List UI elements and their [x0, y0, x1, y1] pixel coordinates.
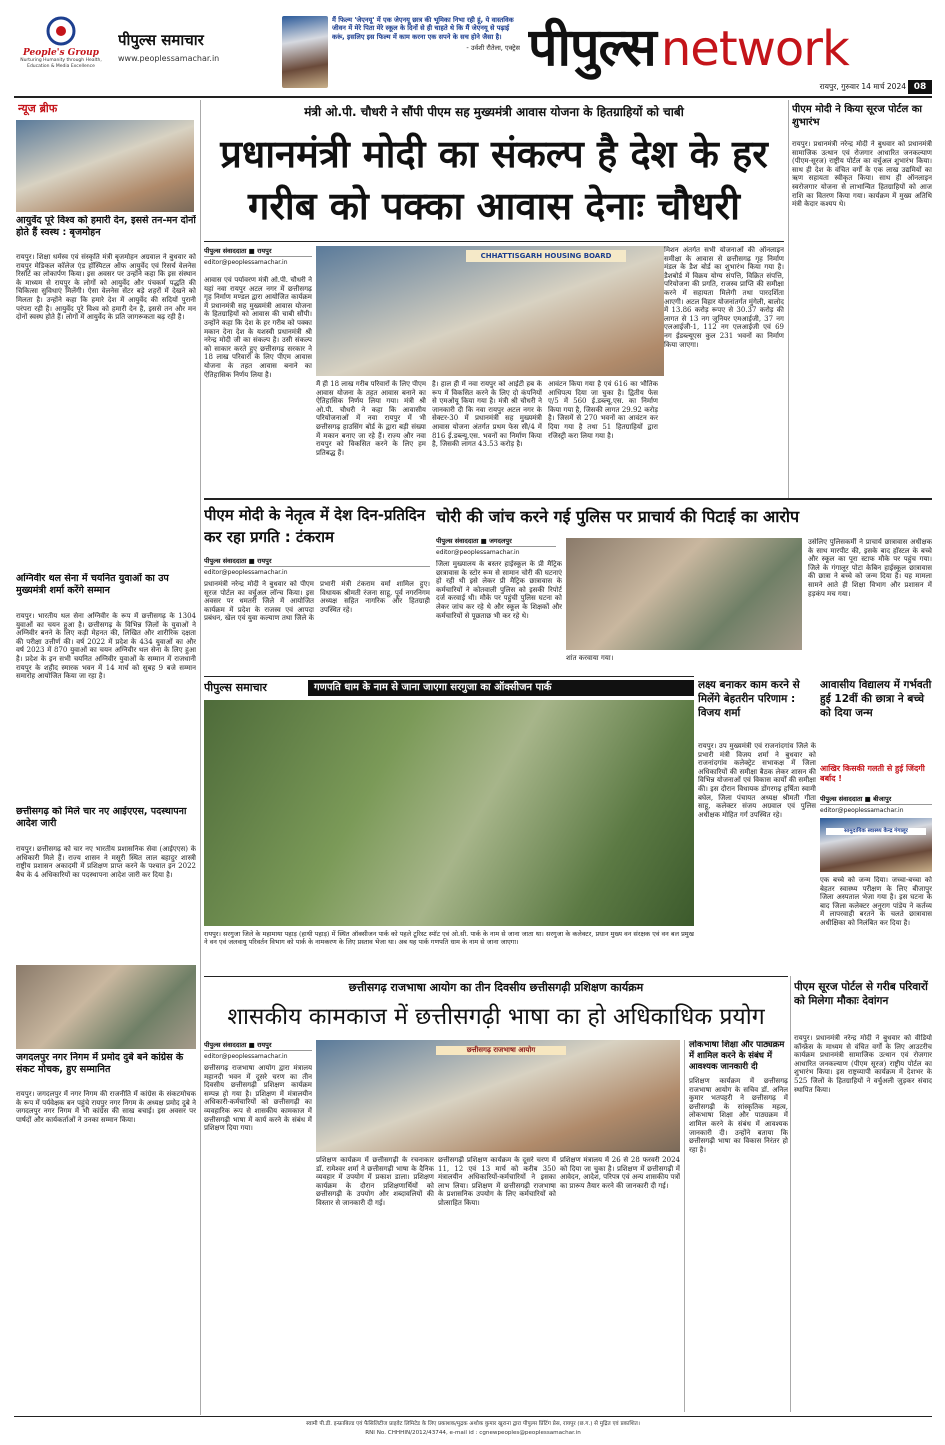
network-title-latin: network [660, 21, 849, 77]
police-byline: पीपुल्स संवाददाता ■ जगदलपुर [436, 536, 556, 547]
agniveer-headline: अग्निवीर थल सेना में चयनित युवाओं का उप मुख्यमंत्री शर्मा करेंगे सम्मान [16, 573, 169, 596]
footer-rule [14, 1416, 932, 1417]
rajbhasha-byline-box [204, 1040, 312, 1062]
school-email[interactable]: editor@peoplessamachar.in [820, 807, 904, 814]
tankram-email[interactable]: editor@peoplessamachar.in [204, 569, 288, 576]
network-title[interactable] [528, 10, 933, 80]
ayurveda-photo [16, 120, 194, 212]
health-centre-sign: सामुदायिक स्वास्थ्य केन्द्र गंगालूर [826, 828, 926, 835]
quote-text: मैं फिल्म 'जेएनयू' में एक जेएनयू छात्र की भूमिका निभा रही हूं, ये वास्तविक जीवन में मेरे पिता मेरे स्कूल के दिनों से ही चाहते थे कि मैं जेएनयू से पढ़ाई करूं, इसलिए इस फिल्म में काम करना एक सपने के सच होने जैसा है। [332, 16, 514, 41]
lead-col2: मैं ही 18 लाख गरीब परिवारों के लिए पीएम आवास योजना के तहत आवास बनाने का ऐतिहासिक निर्णय लिया गया। मंत्री श्री ओ.पी. चौधरी ने कहा कि आवासीय परियोजनाओं में नवा रायपुर में भी छत्तीसगढ़ हाउसिंग बोर्ड के द्वारा बड़ी संख्या में मकान बनाए जा रहे हैं। राज्य और नवा रायपुर को विकसित करने के लिए हम प्रतिबद्ध हैं। [316, 380, 426, 457]
ayurveda-body: रायपुर। शिक्षा धर्मस्व एवं संस्कृति मंत्री बृजमोहन अग्रवाल ने बुधवार को रायपुर मेडिकल कॉलेज एंड हॉस्पिटल ऑफ आयुर्वेद एवं रिसर्च वेलनेस रिसॉर्ट का लोकार्पण किया। इस अवसर पर उन्होंने कहा कि इस संस्थान के माध्यम से रायपुर के लोगों को आयुर्वेद और पंचकर्म पद्धति की चिकित्सा सुविधाएं मिलेंगी। ऐसा वेलनेस सेंटर बड़े शहरों में देखने को मिलता है। उन्होंने कहा कि हमारे देश में आयुर्वेद की सदियों पुरानी परंपरा रही है। आयुर्वेद पूरे विश्व को हमारी देन है, इससे तन और मन दोनों स्वस्थ होते हैं। लोगों में आयुर्वेद के प्रति जागरूकता बढ़ रही है। [16, 253, 196, 322]
news-brief-label: न्यूज ब्रीफ [18, 102, 58, 115]
network-title-hindi: पीपुल्स [528, 18, 656, 78]
footer-registration: RNI No. CHHHIN/2012/43744, e-mail id : cgnewpeoples@peoplessamachar.in [365, 1430, 581, 1436]
vijay-body: रायपुर। उप मुख्यमंत्री एवं राजनांदगांव जिले के प्रभारी मंत्री विजय शर्मा ने बुधवार को राजनांदगांव कलेक्ट्रेट सभाकक्ष में जिला अधिकारियों की समीक्षा बैठक लेकर शासन की विभिन्न योजनाओं एवं विकास कार्यों की समीक्षा की। इस दौरान विधायक डोंगरगढ़ हर्षिता स्वामी बघेल, जिला पंचायत अध्यक्ष श्रीमती गीता साहू, कलेक्टर संजय अग्रवाल एवं पुलिस अधीक्षक मोहित गर्ग उपस्थित रहे। [698, 742, 816, 819]
page-number: 08 [908, 80, 932, 94]
park-rule [204, 676, 694, 677]
website-url[interactable]: www.peoplessamachar.in [118, 54, 220, 63]
ayurveda-headline: आयुर्वेद पूरे विश्व को हमारी देन, इससे तन-मन दोनों होते हैं स्वस्थ : बृजमोहन [16, 215, 196, 238]
peoples-group-logo[interactable] [16, 14, 106, 84]
lead-col5: मिशन अंतर्गत सभी योजनाओं की ऑनलाइन समीक्षा के आवास से छत्तीसगढ़ गृह निर्माण मंडल के डैश बोर्ड का शुभारंभ किया गया है। डैशबोर्ड में विक्रय योग्य संपत्ति, विक्रित संपत्ति, परियोजना की प्रगति, राजस्व प्राप्ति की समीक्षा करने में सहायता मिलेगी तथा पारदर्शिता आएगी। अटल विहार योजनांतर्गत मुंगेली, बालोद में 13.86 करोड़ रूपए से 30.37 करोड़ की लागत से 13 नग जूनियर एमआईजी, 37 नग एलआईजी-1, 112 नग एलआईजी एवं 69 नग ईडब्ल्यूएस कुल 231 भवनों का निर्माण किया जाएगा। [664, 246, 784, 490]
rajbhasha-kicker: छत्तीसगढ़ राजभाषा आयोग का तीन दिवसीय छत्तीसगढ़ी प्रशिक्षण कार्यक्रम [348, 981, 644, 994]
mid-rule [204, 498, 932, 500]
pramod-dubey-photo [16, 965, 196, 1049]
lokbhasha-box [684, 1040, 788, 1412]
school-byline-box [820, 794, 932, 816]
housing-board-banner: CHHATTISGARH HOUSING BOARD [466, 250, 626, 262]
oxygen-park-photo [204, 700, 694, 926]
lead-email[interactable]: editor@peoplessamachar.in [204, 259, 288, 266]
school-body-top: उसेलिए पुलिसकर्मी ने प्राचार्य छात्रावास अधीक्षक के साथ मारपीट की, इसके बाद हॉस्टल के बच्चे और स्कूल का पूरा स्टाफ मौके पर पहुंच गया। जिले के गंगालूर पोटा केबिन हाईस्कूल छात्रावास की छात्रा ने बच्चे को जन्म दिया है। यह मामला सामने आते ही शिक्षा विभाग और प्रशासन में हड़कंप मच गया। [808, 538, 932, 598]
right-column-separator [788, 100, 789, 500]
lead-headline: प्रधानमंत्री मोदी का संकल्प है देश के हर गरीब को पक्का आवास देनाः चौधरी [220, 132, 768, 228]
tankram-headline: पीएम मोदी के नेतृत्व में देश दिन-प्रतिदिन कर रहा प्रगति : टंकराम [204, 506, 426, 546]
lead-col3: है। हाल ही में नवा रायपुर को आईटी हब के रूप में विकसित करने के लिए दो कंपनियों से एमओयू किया गया है। मंत्री श्री चौधरी ने जानकारी दी कि नवा रायपुर अटल नगर के सेक्टर-30 में प्रधानमंत्री सह मुख्यमंत्री आवास योजना अंतर्गत प्रथम फेस सी/4 में 816 ई.डब्ल्यू.एस. भवनों का निर्माण किया है, जिसकी लागत 43.53 करोड़ है। [432, 380, 542, 449]
footer-imprint: स्वामी पी.डी. इन्फ्राबिल्ड एवं फैसिलिटीज प्राइवेट लिमिटेड के लिए प्रकाशक/मुद्रक अशोक कुमार खुराना द्वारा पीपुल्स प्रिंटिंग प्रेस, रायपुर (छ.ग.) से मुद्रित एवं प्रकाशित। [306, 1421, 640, 1427]
left-column-separator [200, 100, 201, 1415]
lokbhasha-body: प्रशिक्षण कार्यक्रम में छत्तीसगढ़ राजभाषा आयोग के सचिव डॉ. अनिल कुमार भतपहरी ने छत्तीसगढ़ में छत्तीसगढ़ी के सांस्कृतिक महत्व, लोकभाषा शिक्षा और पाठ्यक्रम में शामिल करने के संबंध में आवश्यक जानकारी दी। उन्होंने बताया कि छत्तीसगढ़ी भाषा का विकास निरंतर हो रहा है। [689, 1077, 788, 1154]
tankram-body: प्रधानमंत्री नरेन्द्र मोदी ने बुधवार को पीएम सूरज पोर्टल का वर्चुअल लॉन्च किया। इस अवसर पर धमतरी जिले में आयोजित कार्यक्रम में प्रदेश के राजस्व एवं आपदा प्रबंधन, खेल एवं युवा कल्याण तथा जिले के प्रभारी मंत्री टंकराम वर्मा शामिल हुए। विधायक श्रीमती रंजना साहू, पूर्व नगरनिगम अध्यक्ष सहित नागरिक और हितग्राही उपस्थित रहे। [204, 580, 430, 623]
samachar-logo: पीपुल्स समाचार [118, 31, 204, 49]
rajbhasha-banner: छत्तीसगढ़ राजभाषा आयोग [436, 1046, 566, 1055]
park-logo: पीपुल्स समाचार [204, 681, 267, 694]
school-col2: एक बच्चे को जन्म दिया। जच्चा-बच्चा को बेहतर स्वास्थ्य परीक्षण के लिए बीजापुर जिला अस्पताल भेजा गया है। इस घटना के बाद जिला कलेक्टर अनुराग पांडेय ने कर्तव्य में लापरवाही बरतने के चलते छात्रावास अधीक्षिका को निलंबित कर दिया है। [820, 876, 932, 927]
lead-byline-box [204, 246, 312, 270]
rajbhasha-email[interactable]: editor@peoplessamachar.in [204, 1053, 288, 1060]
rajbhasha-col3: छत्तीसगढ़ी प्रशिक्षण कार्यक्रम के दूसरे चरण में 11, 12 एवं 13 मार्च को करीब 350 मंत्रालयीन अधिकारियों-कर्मचारियों ने इसका लाभ लिया। प्रशिक्षण में छत्तीसगढ़ी राजभाषा के प्रशासनिक उपयोग के लिए कर्मचारियों को प्रोत्साहित किया। [438, 1156, 556, 1207]
bottom-right-separator [790, 976, 791, 1412]
group-tagline: Nurturing Humanity through Health, Education & Media Excellence [20, 58, 102, 69]
rajbhasha-photo [316, 1040, 680, 1152]
suraj-portal-headline-2: पीएम सूरज पोर्टल से गरीब परिवारों को मिलेगा मौकाः देवांगन [794, 981, 928, 1007]
dateline: रायपुर, गुरुवार 14 मार्च 2024 [819, 82, 906, 91]
lead-rule [204, 241, 784, 242]
police-byline-box [436, 536, 556, 558]
police-email[interactable]: editor@peoplessamachar.in [436, 549, 520, 556]
police-body: जिला मुख्यालय के बस्तर हाईस्कूल के प्री मैट्रिक छात्रावास के स्टोर रूम से सामान चोरी की घटनाएं हो रही थी इसे लेकर प्री मैट्रिक छात्रावास के कर्मचारियों ने कोतवाली पुलिस को इसकी रिपोर्ट दर्ज करवाई थी। मौके पर पहुंची पुलिस घटना को लेकर जांच कर रहे थे और स्कूल के शिक्षकों और कर्मचारियों से पूछताछ भी कर रहे थे। [436, 560, 562, 620]
samachar-logo-block[interactable] [118, 30, 268, 72]
lokbhasha-headline: लोकभाषा शिक्षा और पाठ्यक्रम में शामिल करने के संबंध में आवश्यक जानकारी दी [689, 1040, 785, 1072]
suraj-portal-body-2: रायपुर। प्रधानमंत्री नरेन्द्र मोदी ने बुधवार को वीडियो कॉन्फ्रेंस के माध्यम से वंचित वर्गों के लिए आउटरीच कार्यक्रम प्रधानमंत्री सामाजिक उत्थान एवं रोजगार आधारित जनकल्याण (पीएम सूरज) राष्ट्रीय पोर्टल का शुभारंभ किया। इस राष्ट्रव्यापी कार्यक्रम में देशभर के 525 जिलों के हितग्राहियों ने वर्चुअली जुड़कर संवाद स्थापित किया। [794, 1034, 932, 1094]
surya-portal-headline: पीएम मोदी ने किया सूरज पोर्टल का शुभारंभ [792, 104, 922, 128]
park-caption: रायपुर। सरगुजा जिले के महामाया पहाड़ (हाथी पहाड़) में स्थित ऑक्सीजन पार्क को पहले टूरिस्ट स्पॉट एवं ओ.सी. पार्क के नाम से जाना जाता था। सरगुजा के कलेक्टर, प्रधान मुख्य वन संरक्षक एवं वन बल प्रमुख ने वन एवं जलवायु परिवर्तन विभाग को पार्क के नामकरण के लिए प्रस्ताव भेजा था। अब यह पार्क गणपति धाम के नाम से जाना जाएगा। [204, 930, 694, 946]
police-caption: शांत करवाया गया। [566, 654, 614, 662]
tankram-byline: पीपुल्स संवाददाता ■ रायपुर [204, 556, 430, 567]
rajbhasha-col4: प्रशिक्षण मंत्रालय में 26 से 28 फरवरी 2024 को दिया जा चुका है। प्रशिक्षण में छत्तीसगढ़ी में आवेदन, आदेश, परिपत्र एवं अन्य शासकीय पत्रों का प्रारूप तैयार करने की जानकारी दी गई। [560, 1156, 680, 1190]
health-centre-photo [820, 818, 932, 872]
ias-headline: छत्तीसगढ़ को मिले चार नए आईएएस, पदस्थापना आदेश जारी [16, 806, 187, 829]
tankram-byline-box [204, 556, 430, 578]
bottom-rule [204, 976, 788, 977]
lead-col4: आवंटन किया गया है एवं 616 का भौतिक आधिपत्य दिया जा चुका है। द्वितीय फेस ए/5 में 560 ई.डब्ल्यू.एस. का निर्माण किया गया है, जिसकी लागत 29.92 करोड़ है। जिसमें से 270 भवनों का आवंटन कर दिया गया है तथा 51 हितग्राहियों द्वारा रजिस्ट्री करा लिया गया है। [548, 380, 658, 440]
rajbhasha-headline: शासकीय कामकाज में छत्तीसगढ़ी भाषा का हो अधिकाधिक प्रयोग [227, 1004, 765, 1030]
pramod-dubey-headline: जगदलपुर नगर निगम में प्रमोद दुबे बने कांग्रेस के संकट मोचक, हुए सम्मानित [16, 1052, 184, 1075]
group-name: People's Group [23, 48, 99, 58]
lead-kicker: मंत्री ओ.पी. चौधरी ने सौंपी पीएम सह मुख्यमंत्री आवास योजना के हितग्राहियों को चाबी [304, 105, 684, 119]
school-headline: आवासीय विद्यालय में गर्भवती हुई 12वीं की छात्रा ने बच्चे को दिया जन्म [820, 679, 932, 719]
lead-col1: आवास एवं पर्यावरण मंत्री ओ.पी. चौधरी ने यहां नवा रायपुर अटल नगर में छत्तीसगढ़ गृह निर्माण मण्डल द्वारा आयोजित कार्यक्रम में प्रधानमंत्री सह मुख्यमंत्री आवास योजना के हितग्राहियों को आवास की चाबी सौंपी। उन्होंने कहा कि देश के हर गरीब को पक्का मकान देना देश के यशस्वी प्रधानमंत्री श्री नरेन्द्र मोदी जी का संकल्प है। उसी संकल्प को साकार करते हुए छत्तीसगढ़ सरकार ने 18 लाख परिवारों के लिए पीएम आवास योजना के तहत आवास बनाने का ऐतिहासिक निर्णय लिया है। [204, 276, 312, 379]
school-subhead: आखिर किसकी गलती से हुई जिंदगी बर्बाद ! [820, 764, 925, 783]
pramod-dubey-body: रायपुर। जगदलपुर में नगर निगम की राजनीति में कांग्रेस के संकटमोचक के रूप में पर्यवेक्षक बन पहुंचे रायपुर नगर निगम के अध्यक्ष प्रमोद दुबे ने जगदलपुर नगर निगम में भी कांग्रेस की साख बचाई। इस अवसर पर पार्षदों और कार्यकर्ताओं ने उनका सम्मान किया। [16, 1090, 196, 1124]
actress-photo [282, 16, 328, 88]
rajbhasha-col1: छत्तीसगढ़ राजभाषा आयोग द्वारा मंत्रालय महानदी भवन में दूसरे चरण का तीन दिवसीय छत्तीसगढ़ी प्रशिक्षण कार्यक्रम सम्पन्न हो गया है। प्रशिक्षण में मंत्रालयीन अधिकारी-कर्मचारियों को छत्तीसगढ़ी का व्यवहारिक रूप से शासकीय कामकाज में छत्तीसगढ़ी भाषा में कार्य करने के संबंध में प्रशिक्षण दिया गया। [204, 1064, 312, 1133]
ias-body: रायपुर। छत्तीसगढ़ को चार नए भारतीय प्रशासनिक सेवा (आईएएस) के अधिकारी मिले हैं। राज्य शासन ने मसूरी स्थित लाल बहादुर शास्त्री राष्ट्रीय प्रशासन अकादमी में प्रशिक्षण प्राप्त करने के पश्चात इन 2022 बैच के 4 अधिकारियों का पदस्थापना आदेश जारी कर दिया है। [16, 845, 196, 879]
quote-box [332, 16, 520, 90]
police-headline: चोरी की जांच करने गई पुलिस पर प्राचार्य की पिटाई का आरोप [436, 507, 800, 526]
rajbhasha-col2: प्रशिक्षण कार्यक्रम में छत्तीसगढ़ी के रचनाकार डॉ. रामेश्वर शर्मा ने छत्तीसगढ़ी भाषा के दैनिक व्यवहार में उपयोग में प्रकाश डाला। प्रशिक्षण कार्यक्रम के दौरान प्रशिक्षणार्थियों को छत्तीसगढ़ी के उपयोग और शब्दावलियों की विस्तार से जानकारी दी गई। [316, 1156, 434, 1207]
vijay-headline: लक्ष्य बनाकर काम करने से मिलेंगे बेहतरीन परिणाम : विजय शर्मा [698, 679, 800, 719]
school-byline: पीपुल्स संवाददाता ■ बीजापुर [820, 794, 932, 805]
park-headline: गणपति धाम के नाम से जाना जाएगा सरगुजा का ऑक्सीजन पार्क [308, 680, 694, 696]
quote-author: - उर्वशी रौतेला, एक्ट्रेस [466, 43, 520, 52]
masthead-rule [14, 96, 932, 98]
agniveer-body: रायपुर। भारतीय थल सेना अग्निवीर के रूप में छत्तीसगढ़ के 1304 युवाओं का चयन हुआ है। छत्तीसगढ़ के विभिन्न जिलों के युवाओं ने अग्निवीर बनने के लिए कड़ी मेहनत की, लिखित और शारीरिक दक्षता की परीक्षा उत्तीर्ण की। वर्ष 2022 में प्रदेश के 434 युवाओं का और वर्ष 2023 में 870 युवाओं का चयन अग्निवीर थल सेना के लिए हुआ है। प्रदेश के इन सभी चयनित अग्निवीर युवाओं के सम्मान में राजधानी रायपुर के शहीद स्मारक भवन में 14 मार्च को सुबह 9 बजे सम्मान समारोह आयोजित किया जा रहा है। [16, 612, 196, 681]
lead-byline: पीपुल्स संवाददाता ■ रायपुर [204, 246, 312, 257]
rajbhasha-byline: पीपुल्स संवाददाता ■ रायपुर [204, 1040, 312, 1051]
group-emblem-icon [44, 14, 78, 48]
police-photo [566, 538, 802, 650]
surya-portal-body: रायपुर। प्रधानमंत्री नरेन्द्र मोदी ने बुधवार को प्रधानमंत्री सामाजिक उत्थान एवं रोजगार आधारित जनकल्याण (पीएम-सूरज) राष्ट्रीय पोर्टल का वर्चुअल शुभारंभ किया। साथ ही देश के वंचित वर्गों के एक लाख उद्यमियों का ऋण सहायता स्वीकृत किया। साथ ही ऑनलाइन स्वरोजगार योजना से लाभान्वित हितग्राहियों को आज राशि का वितरण किया गया। कार्यक्रम में मुख्य अतिथि मंत्री केदार कश्यप थे। [792, 140, 932, 209]
